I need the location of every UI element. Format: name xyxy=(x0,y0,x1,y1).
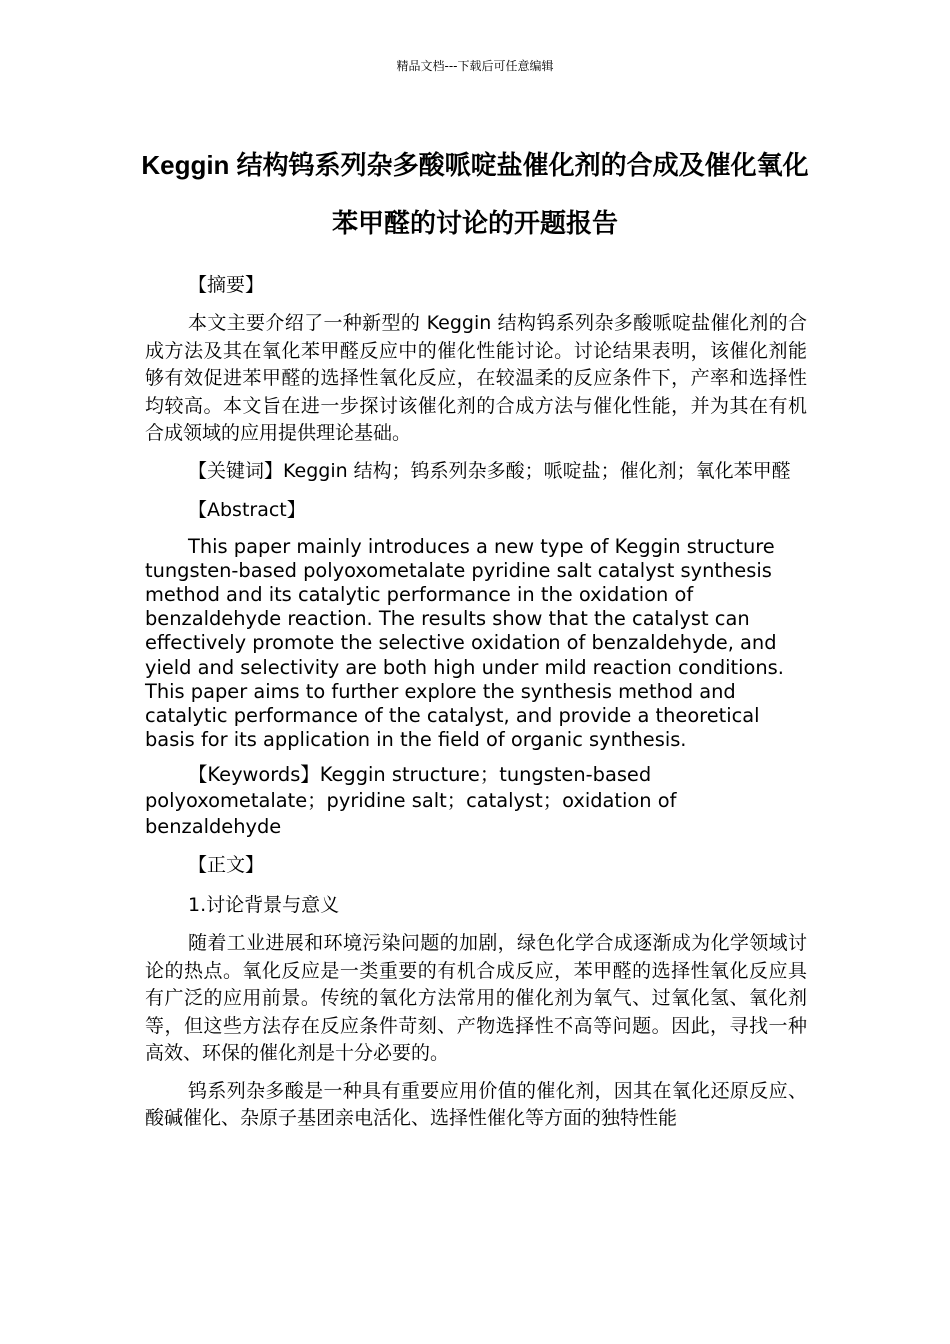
abstract-en-heading: 【Abstract】 xyxy=(188,498,306,521)
abstract-cn-heading: 【摘要】 xyxy=(188,274,265,296)
abstract-en-body: This paper mainly introduces a new type of Keggin structure tungsten-based polyoxometalate pyridine salt catalyst synthesis method and its catalytic performance in the oxidation of benzaldehyde reaction. The results show that the catalyst can effectively promote the selective oxidation of benzaldehyde, and yield and selectivity are both high under mild reaction conditions. This paper aims to further explore the synthesis method and catalytic performance of the catalyst, and provide a theoretical basis for its application in the field of organic synthesis. xyxy=(145,534,784,752)
section-1-paragraph-1: 随着工业进展和环境污染问题的加剧，绿色化学合成逐渐成为化学领域讨论的热点。氧化反应是一类重要的有机合成反应，苯甲醛的选择性氧化反应具有广泛的应用前景。传统的氧化方法常用的催化剂为氧气、过氧化氢、氧化剂等，但这些方法存在反应条件苛刻、产物选择性不高等问题。因此，寻找一种高效、环保的催化剂是十分必要的。 xyxy=(145,932,807,1065)
main-text-heading: 【正文】 xyxy=(188,854,265,877)
abstract-cn-body: 本文主要介绍了一种新型的 Keggin 结构钨系列杂多酸哌啶盐催化剂的合成方法及其在氧化苯甲醛反应中的催化性能讨论。讨论结果表明，该催化剂能够有效促进苯甲醛的选择性氧化反应，在较温柔的反应条件下，产率和选择性均较高。本文旨在进一步探讨该催化剂的合成方法与催化性能，并为其在有机合成领域的应用提供理论基础。 xyxy=(145,312,807,444)
section-1-paragraph-2: 钨系列杂多酸是一种具有重要应用价值的催化剂，因其在氧化还原反应、酸碱催化、杂原子基团亲电活化、选择性催化等方面的独特性能 xyxy=(145,1079,807,1130)
keywords-cn: 【关键词】Keggin 结构；钨系列杂多酸；哌啶盐；催化剂；氧化苯甲醛 xyxy=(188,459,791,482)
document-body xyxy=(145,270,807,1143)
keywords-en: 【Keywords】Keggin structure；tungsten-based polyoxometalate；pyridine salt；catalyst；oxidation of benzaldehyde xyxy=(145,763,677,839)
document-title: Keggin 结构钨系列杂多酸哌啶盐催化剂的合成及催化氧化苯甲醛的讨论的开题报告 xyxy=(141,150,809,238)
section-1-title: 1.讨论背景与意义 xyxy=(188,894,340,917)
page-header-watermark: 精品文档---下载后可任意编辑 xyxy=(396,59,554,73)
